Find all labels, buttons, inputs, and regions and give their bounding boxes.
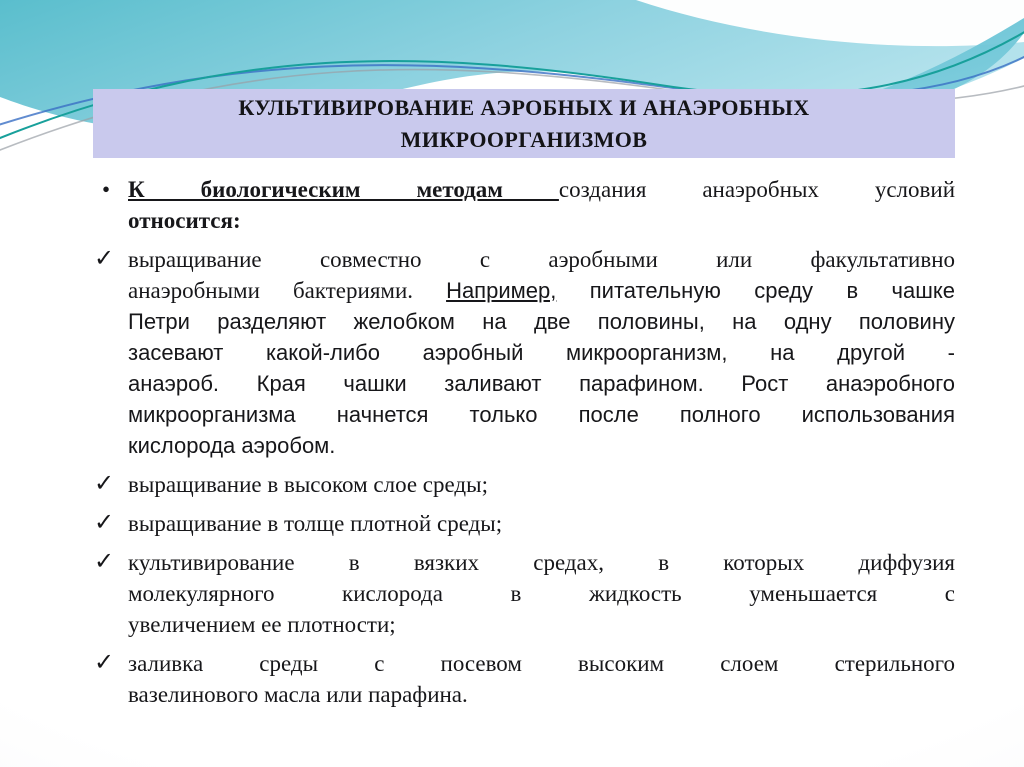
text-line <box>128 648 955 679</box>
list-item <box>93 547 955 640</box>
text-segment: Например, <box>446 278 557 303</box>
list-item <box>93 508 955 539</box>
page-title: КУЛЬТИВИРОВАНИЕ АЭРОБНЫХ И АНАЭРОБНЫХ МИКРООРГАНИЗМОВ <box>238 94 810 152</box>
text-segment: вазелинового масла или парафина. <box>128 682 468 707</box>
list-item <box>93 244 955 461</box>
text-line <box>128 679 955 710</box>
text-segment: засевают какой-либо аэробный микроорганизм, на другой - <box>128 340 955 365</box>
text-line <box>128 578 955 609</box>
checkmark-icon: ✓ <box>94 549 115 575</box>
text-segment: кислорода аэробом. <box>128 433 336 458</box>
text-segment: Петри разделяют желобком на две половины, на одну половину <box>128 309 955 334</box>
text-segment: создания анаэробных условий <box>558 177 955 202</box>
list-item <box>93 648 955 710</box>
text-segment: анаэроб. Края чашки заливают парафином. Рост анаэробного <box>128 371 955 396</box>
text-line <box>128 337 955 368</box>
bullet-dot-icon: • <box>102 177 111 202</box>
text-segment: увеличением ее плотности; <box>128 612 396 637</box>
text-line <box>128 275 955 306</box>
text-line <box>128 508 955 539</box>
checkmark-icon: ✓ <box>94 246 115 272</box>
text-line <box>128 174 955 205</box>
text-line <box>128 469 955 500</box>
text-line <box>128 205 955 236</box>
list-item <box>93 174 955 236</box>
text-segment: относится: <box>128 208 241 233</box>
text-segment: питательную среду в чашке <box>556 278 956 303</box>
text-line <box>128 399 955 430</box>
title-band <box>93 89 955 158</box>
text-segment: К биологическим методам <box>128 177 559 202</box>
text-segment: культивирование в вязких средах, в которых диффузия <box>128 550 955 575</box>
text-line <box>128 430 955 461</box>
text-segment: выращивание в толще плотной среды; <box>128 511 503 536</box>
text-line <box>128 306 955 337</box>
text-segment: микроорганизма начнется только после полного использования <box>128 402 955 427</box>
text-segment: выращивание в высоком слое среды; <box>128 472 488 497</box>
checkmark-icon: ✓ <box>94 471 115 497</box>
text-line <box>128 244 955 275</box>
text-line <box>128 609 955 640</box>
bullet-list <box>93 174 955 710</box>
checkmark-icon: ✓ <box>94 510 115 536</box>
text-segment: анаэробными бактериями. <box>128 278 447 303</box>
text-line <box>128 368 955 399</box>
checkmark-icon: ✓ <box>94 650 115 676</box>
text-line <box>128 547 955 578</box>
text-segment: заливка среды с посевом высоким слоем стерильного <box>128 651 955 676</box>
text-segment: молекулярного кислорода в жидкость уменьшается с <box>128 581 955 606</box>
list-item <box>93 469 955 500</box>
text-segment: выращивание совместно с аэробными или факультативно <box>128 247 955 272</box>
slide-body <box>93 174 955 718</box>
